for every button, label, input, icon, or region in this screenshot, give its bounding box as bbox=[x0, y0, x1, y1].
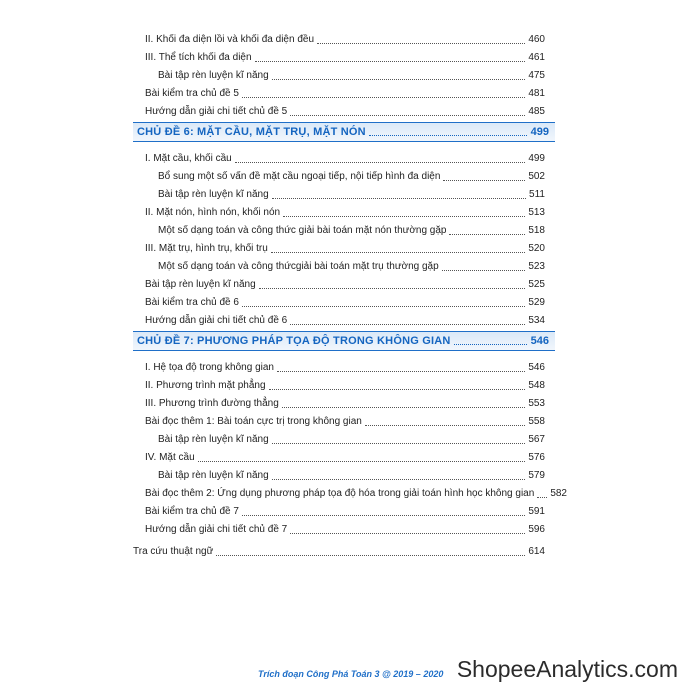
toc-row-label: Bài đọc thêm 1: Bài toán cực trị trong không gian bbox=[145, 416, 362, 427]
toc-row bbox=[145, 448, 545, 464]
dot-leader bbox=[317, 34, 525, 44]
toc-row-page: 596 bbox=[528, 524, 545, 535]
toc-row-label: I. Hệ tọa độ trong không gian bbox=[145, 362, 274, 373]
toc-row-label: Bài tập rèn luyện kĩ năng bbox=[145, 279, 256, 290]
toc-row-label: Bài tập rèn luyện kĩ năng bbox=[158, 70, 269, 81]
dot-leader bbox=[272, 70, 526, 80]
toc-row bbox=[145, 239, 545, 255]
dot-leader bbox=[290, 315, 525, 325]
toc-row bbox=[145, 48, 545, 64]
toc-row-page: 553 bbox=[528, 398, 545, 409]
toc-row-label: Bài kiểm tra chủ đề 7 bbox=[145, 506, 239, 517]
dot-leader bbox=[242, 506, 525, 516]
toc-row-label: Hướng dẫn giải chi tiết chủ đề 7 bbox=[145, 524, 288, 535]
toc-row bbox=[145, 394, 545, 410]
dot-leader bbox=[277, 362, 525, 372]
dot-leader bbox=[272, 434, 526, 444]
toc-row bbox=[145, 412, 545, 428]
toc-row-page: 579 bbox=[528, 470, 545, 481]
toc-row-label: III. Phương trình đường thẳng bbox=[145, 398, 279, 409]
toc-row bbox=[158, 466, 545, 482]
toc-row-label: III. Mặt trụ, hình trụ, khối trụ bbox=[145, 243, 268, 254]
toc-row-label: Bài tập rèn luyện kĩ năng bbox=[158, 189, 269, 200]
toc-row-label: Bài kiểm tra chủ đề 5 bbox=[145, 88, 239, 99]
chapter-title: CHỦ ĐỀ 7: PHƯƠNG PHÁP TỌA ĐỘ TRONG KHÔNG GIAN bbox=[137, 335, 451, 347]
chapter-page: 499 bbox=[530, 126, 549, 138]
dot-leader bbox=[449, 225, 525, 235]
toc-row-label: II. Khối đa diện lồi và khối đa diện đều bbox=[145, 34, 315, 45]
toc-row bbox=[145, 149, 545, 165]
toc-row-page: 475 bbox=[528, 70, 545, 81]
toc-row-page: 485 bbox=[528, 106, 545, 117]
toc-row-page: 481 bbox=[528, 88, 545, 99]
toc-row bbox=[158, 221, 545, 237]
dot-leader bbox=[242, 88, 525, 98]
dot-leader bbox=[290, 106, 525, 116]
toc-row-label: Một số dạng toán và công thứcgiải bài toán mặt trụ thường gặp bbox=[158, 261, 439, 272]
toc-row-label: Bổ sung một số vấn đề mặt cầu ngoại tiếp, nội tiếp hình đa diện bbox=[158, 171, 441, 182]
dot-leader bbox=[269, 380, 526, 390]
toc-row-label: III. Thể tích khối đa diện bbox=[145, 52, 252, 63]
toc-row-page: 520 bbox=[528, 243, 545, 254]
toc-row bbox=[158, 167, 545, 183]
dot-leader bbox=[442, 261, 526, 271]
dot-leader bbox=[537, 488, 547, 498]
toc-row bbox=[145, 484, 567, 500]
chapter-page: 546 bbox=[530, 335, 549, 347]
toc-row bbox=[145, 102, 545, 118]
toc-row-label: Hướng dẫn giải chi tiết chủ đề 6 bbox=[145, 315, 288, 326]
toc-row bbox=[145, 311, 545, 327]
chapter-6-heading bbox=[133, 122, 555, 142]
toc-row-label: Bài kiểm tra chủ đề 6 bbox=[145, 297, 239, 308]
toc-row-page: 523 bbox=[528, 261, 545, 272]
toc-row-page: 546 bbox=[528, 362, 545, 373]
toc-row-label: Hướng dẫn giải chi tiết chủ đề 5 bbox=[145, 106, 288, 117]
toc-row bbox=[158, 430, 545, 446]
dot-leader bbox=[283, 207, 525, 217]
toc-row-page: 499 bbox=[528, 153, 545, 164]
toc-row-label: Bài đọc thêm 2: Ứng dụng phương pháp tọa độ hóa trong giải toán hình học không gian bbox=[145, 488, 535, 499]
toc-row-page: 525 bbox=[528, 279, 545, 290]
dot-leader bbox=[365, 416, 525, 426]
toc-row-page: 534 bbox=[528, 315, 545, 326]
toc-row-label: IV. Mặt cầu bbox=[145, 452, 195, 463]
dot-leader bbox=[290, 524, 525, 534]
toc-row bbox=[145, 358, 545, 374]
toc-row bbox=[145, 502, 545, 518]
toc-row bbox=[158, 257, 545, 273]
toc-row bbox=[133, 542, 545, 558]
toc-row-label: Bài tập rèn luyện kĩ năng bbox=[158, 434, 269, 445]
watermark: ShopeeAnalytics.com bbox=[456, 656, 678, 682]
toc-row-page: 461 bbox=[528, 52, 545, 63]
toc-row-label: Bài tập rèn luyện kĩ năng bbox=[158, 470, 269, 481]
toc-row bbox=[145, 203, 545, 219]
toc-row bbox=[158, 66, 545, 82]
toc-row-page: 513 bbox=[528, 207, 545, 218]
dot-leader bbox=[255, 52, 526, 62]
toc-row-label: Tra cứu thuật ngữ bbox=[133, 546, 214, 557]
dot-leader bbox=[272, 470, 526, 480]
dot-leader bbox=[369, 127, 527, 136]
dot-leader bbox=[235, 153, 526, 163]
toc-row-page: 567 bbox=[528, 434, 545, 445]
toc-row-label: II. Phương trình mặt phẳng bbox=[145, 380, 266, 391]
dot-leader bbox=[242, 297, 525, 307]
toc-row-label: II. Mặt nón, hình nón, khối nón bbox=[145, 207, 281, 218]
dot-leader bbox=[216, 546, 525, 556]
toc-row-page: 614 bbox=[528, 546, 545, 557]
dot-leader bbox=[271, 243, 525, 253]
toc-row bbox=[145, 376, 545, 392]
toc-row bbox=[145, 30, 545, 46]
toc-row-page: 518 bbox=[528, 225, 545, 236]
toc-row-label: Một số dạng toán và công thức giải bài toán mặt nón thường gặp bbox=[158, 225, 447, 236]
toc-row bbox=[145, 520, 545, 536]
toc-row-label: I. Mặt cầu, khối cầu bbox=[145, 153, 232, 164]
toc-row-page: 558 bbox=[528, 416, 545, 427]
toc-row-page: 529 bbox=[528, 297, 545, 308]
page-footer: Trích đoạn Công Phá Toán 3 @ 2019 – 2020 bbox=[258, 669, 444, 679]
toc-row-page: 582 bbox=[550, 488, 567, 499]
dot-leader bbox=[443, 171, 525, 181]
toc-row-page: 591 bbox=[528, 506, 545, 517]
dot-leader bbox=[259, 279, 526, 289]
dot-leader bbox=[454, 336, 527, 345]
chapter-7-heading bbox=[133, 331, 555, 351]
toc-row-page: 511 bbox=[529, 189, 545, 200]
toc-row bbox=[145, 293, 545, 309]
dot-leader bbox=[198, 452, 526, 462]
toc-row-page: 576 bbox=[528, 452, 545, 463]
toc-row-page: 460 bbox=[528, 34, 545, 45]
toc-row bbox=[158, 185, 545, 201]
dot-leader bbox=[272, 189, 526, 199]
chapter-title: CHỦ ĐỀ 6: MẶT CẦU, MẶT TRỤ, MẶT NÓN bbox=[137, 126, 366, 138]
toc-row bbox=[145, 275, 545, 291]
toc-row-page: 502 bbox=[528, 171, 545, 182]
toc-row bbox=[145, 84, 545, 100]
toc-row-page: 548 bbox=[528, 380, 545, 391]
dot-leader bbox=[282, 398, 526, 408]
